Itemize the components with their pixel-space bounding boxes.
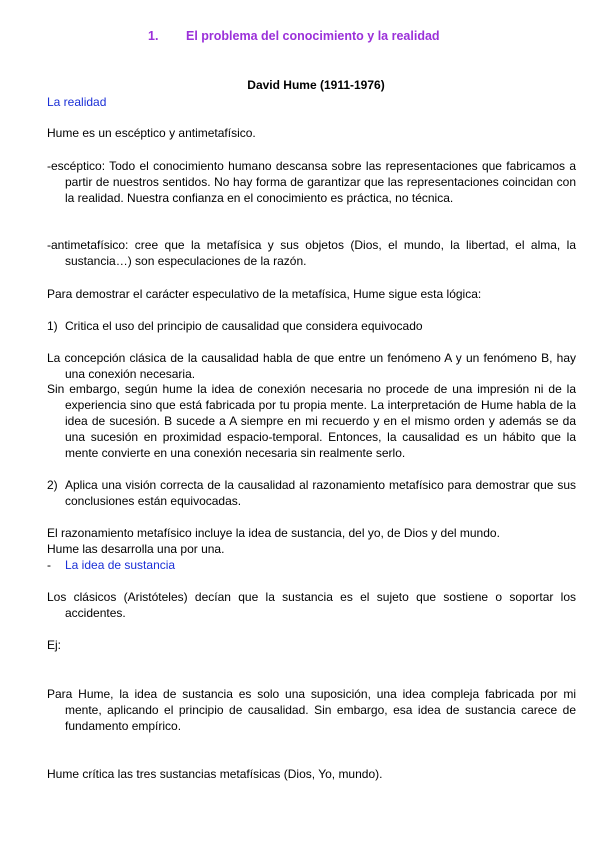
paragraph-logica: Para demostrar el carácter especulativo de la metafísica, Hume sigue esta lógica: <box>47 287 482 301</box>
list-item-2-number: 2) <box>47 478 58 492</box>
paragraph-sin-embargo: Sin embargo, según hume la idea de conexión necesaria no procede de una impresión ni de la experiencia sino que está fabricada por tu propia mente. La interpretación de Hume habla de la idea de sucesión. B sucede a A siempre en mi recuerdo y en el mismo orden y además se da una sucesión en proximidad espacio-temporal. Entonces, la causalidad es un hábito que la mente convierte en una conexión necesaria sin realmente serlo. <box>47 382 576 460</box>
list-item-2 <box>47 477 576 509</box>
paragraph-causalidad-clasica: La concepción clásica de la causalidad habla de que entre un fenómeno A y un fenómeno B, hay una conexión necesaria. <box>47 351 576 381</box>
page-title <box>148 29 440 43</box>
list-item-1 <box>47 318 558 334</box>
title-text: El problema del conocimiento y la realidad <box>186 29 440 43</box>
title-number: 1. <box>148 29 159 43</box>
paragraph-desarrolla: Hume las desarrolla una por una. <box>47 542 225 556</box>
list-item-1-text: Critica el uso del principio de causalidad que considera equivocado <box>65 319 423 333</box>
paragraph-para-hume: Para Hume, la idea de sustancia es solo una suposición, una idea compleja fabricada por mi mente, aplicando el principio de causalidad. Sin embargo, esa idea de sustancia carece de fundamento empírico. <box>47 687 576 733</box>
section-heading-sustancia-text: La idea de sustancia <box>65 558 176 572</box>
section-heading-sustancia <box>47 557 558 573</box>
paragraph-antimetafisico: -antimetafísico: cree que la metafísica y sus objetos (Dios, el mundo, la libertad, el alma, la sustancia…) son especulaciones de la razón. <box>47 238 576 268</box>
paragraph-critica: Hume crítica las tres sustancias metafísicas (Dios, Yo, mundo). <box>47 767 383 781</box>
paragraph-clasicos: Los clásicos (Aristóteles) decían que la sustancia es el sujeto que sostiene o soportar los accidentes. <box>47 590 576 620</box>
list-item-2-text: Aplica una visión correcta de la causalidad al razonamiento metafísico para demostrar que sus conclusiones están equivocadas. <box>65 478 576 508</box>
paragraph-esceptico: -escéptico: Todo el conocimiento humano descansa sobre las representaciones que fabricamos a partir de nuestros sentidos. No hay forma de garantizar que las representaciones coincidan con la realidad. Nuestra confianza en el conocimiento es práctica, no técnica. <box>47 159 576 205</box>
author-heading: David Hume (1911-1976) <box>247 78 385 92</box>
paragraph-ej: Ej: <box>47 638 62 652</box>
section-heading-realidad: La realidad <box>47 95 107 109</box>
paragraph-intro: Hume es un escéptico y antimetafísico. <box>47 126 256 140</box>
list-item-1-number: 1) <box>47 319 58 333</box>
bullet-dash: - <box>47 558 51 572</box>
paragraph-razonamiento: El razonamiento metafísico incluye la idea de sustancia, del yo, de Dios y del mundo. <box>47 526 500 540</box>
